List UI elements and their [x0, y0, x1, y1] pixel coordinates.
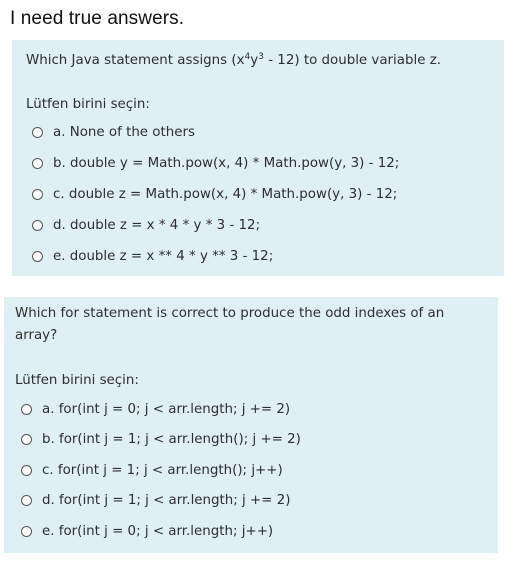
radio-button[interactable] — [21, 434, 32, 445]
option-label: e. double z = x ** 4 * y ** 3 - 12; — [53, 248, 274, 264]
question-1-option-a[interactable] — [32, 122, 195, 142]
option-label: c. double z = Math.pow(x, 4) * Math.pow(y, 3) - 12; — [53, 186, 398, 202]
radio-button[interactable] — [21, 404, 32, 415]
question-2-option-c[interactable] — [21, 460, 283, 480]
question-2-option-b[interactable] — [21, 429, 301, 449]
question-1-text-pre: Which Java statement assigns (x — [26, 53, 245, 68]
page-heading: I need true answers. — [10, 8, 185, 29]
option-label: a. for(int j = 0; j < arr.length; j += 2) — [42, 401, 291, 417]
option-label: a. None of the others — [53, 124, 195, 140]
option-label: b. double y = Math.pow(x, 4) * Math.pow(y, 3) - 12; — [53, 155, 400, 171]
question-1-option-c[interactable] — [32, 184, 397, 204]
question-2-option-e[interactable] — [21, 521, 273, 541]
question-2-option-d[interactable] — [21, 490, 290, 510]
question-1-text — [26, 50, 441, 72]
option-label: c. for(int j = 1; j < arr.length(); j++) — [42, 462, 283, 478]
option-label: d. double z = x * 4 * y * 3 - 12; — [53, 217, 261, 233]
question-2-option-a[interactable] — [21, 399, 290, 419]
question-1-option-e[interactable] — [32, 246, 273, 266]
question-1-exponent-x: 4 — [244, 52, 251, 62]
question-2-prompt: Lütfen birini seçin: — [15, 373, 139, 388]
radio-button[interactable] — [32, 251, 43, 262]
question-1-text-post: - 12) to double variable z. — [263, 53, 441, 68]
radio-button[interactable] — [21, 526, 32, 537]
radio-button[interactable] — [32, 220, 43, 231]
radio-button[interactable] — [32, 189, 43, 200]
radio-button[interactable] — [21, 465, 32, 476]
radio-button[interactable] — [32, 127, 43, 138]
question-1-card — [12, 40, 504, 276]
question-1-text-mid: y — [250, 53, 259, 68]
option-label: e. for(int j = 0; j < arr.length; j++) — [42, 523, 274, 539]
radio-button[interactable] — [21, 495, 32, 506]
question-1-exponent-y: 3 — [258, 52, 264, 62]
option-label: d. for(int j = 1; j < arr.length; j += 2) — [42, 492, 291, 508]
question-2-text-line-2: array? — [15, 328, 58, 343]
question-2-card — [4, 297, 498, 553]
question-2-text-line-1: Which for statement is correct to produce the odd indexes of an — [15, 306, 445, 321]
question-1-option-d[interactable] — [32, 215, 260, 235]
question-2-text — [15, 303, 444, 347]
question-1-option-b[interactable] — [32, 153, 399, 173]
question-1-prompt: Lütfen birini seçin: — [26, 97, 150, 112]
option-label: b. for(int j = 1; j < arr.length(); j += 2) — [42, 431, 301, 447]
radio-button[interactable] — [32, 158, 43, 169]
